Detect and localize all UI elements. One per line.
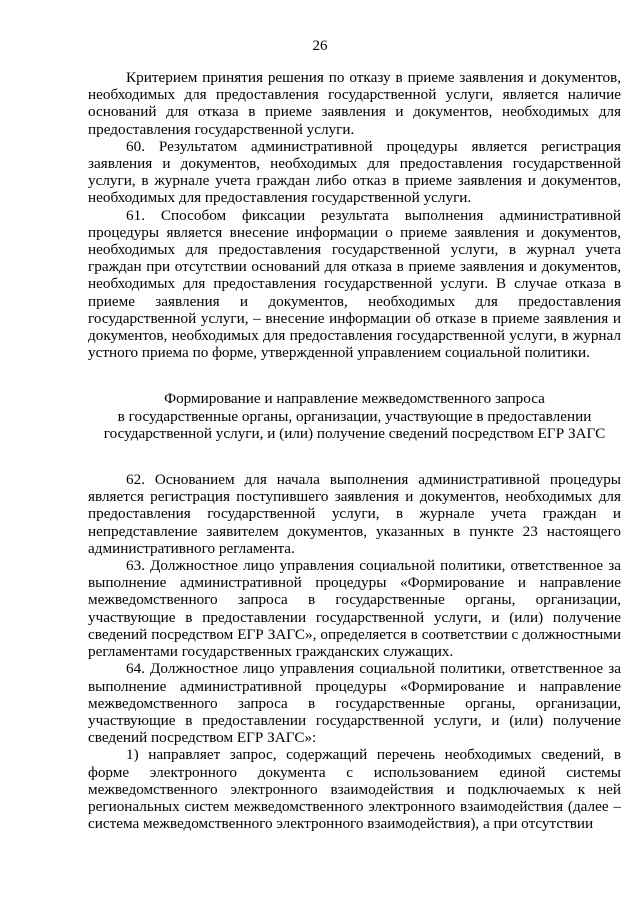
paragraph-61: 61. Способом фиксации результата выполнения административной процедуры является внесение информации о приеме заявления и документов, необходимых для предоставления государственной услуги, в журнал учета граждан при отсутствии оснований для отказа в приеме заявления и документов, необходимых для предоставления государственной услуги. В случае отказа в приеме заявления и документов, необходимых для предоставления государственной услуги, – внесение информации об отказе в приеме заявления и документов, необходимых для предоставления государственной услуги, в журнал устного приема по форме, утвержденной управлением социальной политики. [88,206,621,362]
paragraph-64-item-1: 1) направляет запрос, содержащий перечень необходимых сведений, в форме электронного документа с использованием единой системы межведомственного электронного взаимодействия и подключаемых к ней региональных систем межведомственного электронного взаимодействия (далее – система межведомственного электронного взаимодействия), а при отсутствии [88,746,621,833]
paragraph-62: 62. Основанием для начала выполнения административной процедуры является регистрация поступившего заявления и документов, необходимых для предоставления государственной услуги, в журнале учета граждан и непредставление заявителем документов, указанных в пункте 23 настоящего административного регламента. [88,471,621,557]
page-number: 26 [312,38,328,54]
section-heading-line-1: Формирование и направление межведомственного запроса [164,390,545,408]
paragraph-64: 64. Должностное лицо управления социальной политики, ответственное за выполнение административной процедуры «Формирование и направление межведомственного запроса в государственные органы, организации, участвующие в предоставлении государственной услуги, и (или) получение сведений посредством ЕГР ЗАГС»: [88,660,621,747]
section-heading-line-3: государственной услуги, и (или) получение сведений посредством ЕГР ЗАГС [103,424,606,442]
paragraph-refusal-criterion: Критерием принятия решения по отказу в приеме заявления и документов, необходимых для предоставления государственной услуги, является наличие оснований для отказа в приеме заявления и документов, необходимых для предоставления государственной услуги. [88,69,621,138]
section-heading-line-2: в государственные органы, организации, участвующие в предоставлении [117,407,592,425]
heading-spacer [88,442,621,471]
paragraph-60: 60. Результатом административной процедуры является регистрация заявления и документов, необходимых для предоставления государственной услуги, в журнале учета граждан либо отказ в приеме заявления и документов, необходимых для предоставления государственной услуги. [88,137,621,207]
section-heading [88,390,621,442]
document-body [88,69,621,832]
paragraph-63: 63. Должностное лицо управления социальной политики, ответственное за выполнение административной процедуры «Формирование и направление межведомственного запроса в государственные органы, организации, участвующие в предоставлении государственной услуги, и (или) получение сведений посредством ЕГР ЗАГС», определяется в соответствии с должностными регламентами государственных гражданских служащих. [88,557,621,661]
